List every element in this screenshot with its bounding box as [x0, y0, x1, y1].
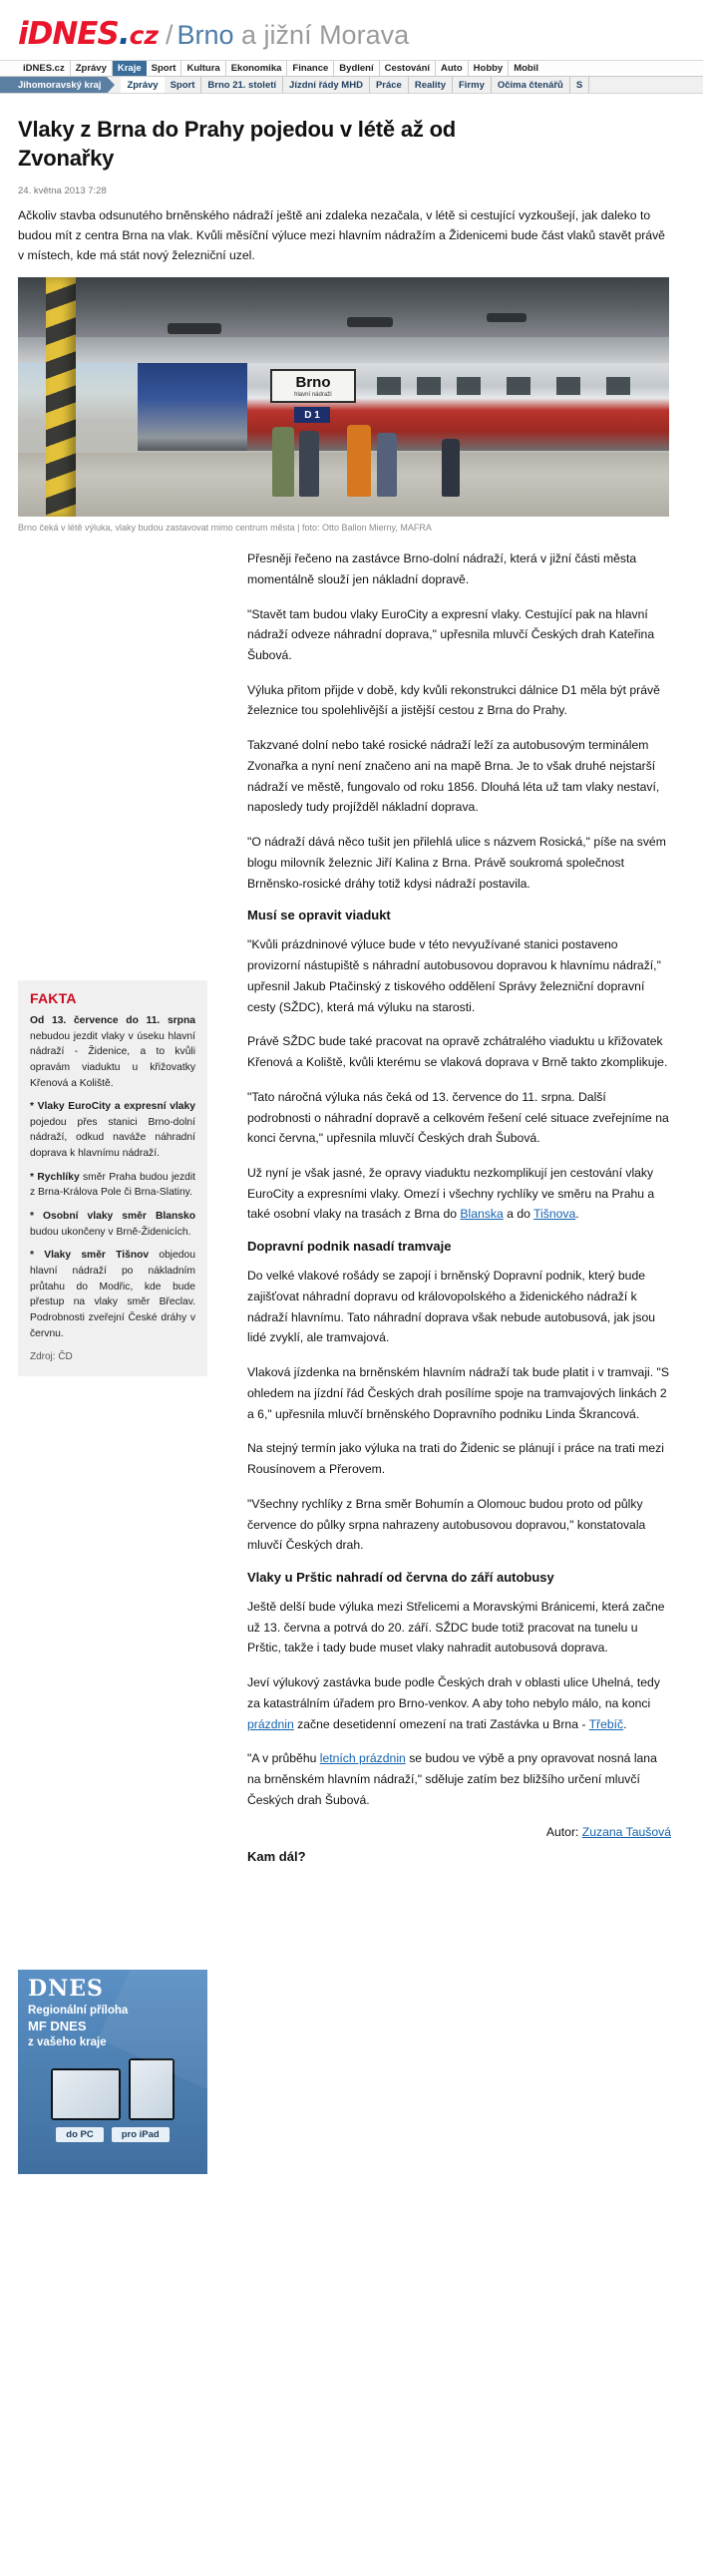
paragraph-3: Výluka přitom přijde v době, kdy kvůli rekonstrukci dálnice D1 měla být právě železnice tou spolehlivější a jistější cestou z Brna do Prahy. [247, 682, 660, 718]
promo-buttons [28, 2127, 197, 2142]
fakta-item-5-rest: objedou hlavní nádraží po nákladním průtahu do Modřic, kde bude přestup na vlaky směr Břeclav. Podrobnosti zveřejní České dráhy v červnu. [30, 1250, 195, 1339]
photo-station-sign-text: Brno [295, 373, 331, 391]
section-heading-prstice: Vlaky u Prštic nahradí od června do září autobusy [247, 1569, 554, 1585]
paragraph-9 [247, 1163, 671, 1225]
photo-platform [18, 453, 669, 517]
paragraph-13: "Všechny rychlíky z Brna směr Bohumín a Olomouc budou proto od půlky července do půlky srpna nahrazeny autobusovou dopravou," konstatovala mluvčí Českých drah. [247, 1496, 646, 1553]
paragraph-10: Do velké vlakové rošády se zapojí i brněnský Dopravní podnik, který bude zajišťovat náhradní dopravu od královopolského a židenického nádraží k nádraží hlavnímu. Tato náhradní doprava však nebude autobusová, jak jsou lidé zvyklí, ale tramvajová. [247, 1269, 656, 1345]
logo-idnes: iDNES [18, 16, 119, 52]
section-heading-tramvaje: Dopravní podnik nasadí tramvaje [247, 1239, 452, 1255]
paragraph-9-text: Už nyní je však jasné, že opravy viaduktu nezkomplikují jen cestování vlaky EuroCity a expresními vlaky. Omezí i všechny rychlíky ve směru na Prahu a také osobní vlaky na trasách z Brna do [247, 1165, 655, 1222]
photo-train-window-2 [417, 377, 441, 395]
region-title-secondary: a jižní Morava [233, 20, 410, 50]
paragraph-16-text: "A v průběhu [247, 1751, 320, 1766]
article-photo-wrapper [18, 277, 685, 535]
paragraph-12: Na stejný termín jako výluka na trati do Židenic se plánují i práce na trati mezi Rousínovem a Přerovem. [247, 1441, 664, 1477]
regional-navigation [0, 77, 703, 94]
photo-person-2 [299, 431, 319, 497]
promo-device-laptop [51, 2068, 121, 2120]
photo-train-blue [138, 363, 247, 451]
fakta-item-3-rest: směr Praha budou jezdit z Brna-Králova Pole či Brna-Slatiny. [30, 1171, 195, 1199]
author-link[interactable]: Zuzana Taušová [581, 1824, 671, 1839]
subnav-item-brno21[interactable]: Brno 21. století [201, 77, 283, 93]
promo-brand: DNES [28, 1976, 104, 2002]
article-body [247, 549, 671, 1864]
paragraph-7: Právě SŽDC bude také pracovat na opravě zchátralého viaduktu u křižovatek Křenová a Koliště, kvůli kterému se vlaková doprava v Brně takto zkomplikuje. [247, 1034, 668, 1070]
photo-lamp-3 [487, 313, 527, 322]
fakta-item-3 [30, 1170, 195, 1201]
paragraph-9-mid: a do [503, 1207, 534, 1222]
photo-train-window-4 [507, 377, 530, 395]
link-trebic[interactable]: Třebíč [588, 1716, 624, 1731]
paragraph-15-end: . [623, 1716, 627, 1731]
paragraph-2: "Stavět tam budou vlaky EuroCity a expresní vlaky. Cestující pak na hlavní nádraží odveze náhradní doprava," upřesnila mluvčí Českých drah Kateřina Šubová. [247, 606, 655, 663]
paragraph-15 [247, 1672, 671, 1734]
photo-station-sign [270, 369, 356, 403]
page-title: Vlaky z Brna do Prahy pojedou v létě až od Zvonařky [18, 117, 457, 171]
subnav-item-jizdni-rady[interactable]: Jízdní řády MHD [283, 77, 370, 93]
fakta-item-5 [30, 1248, 195, 1341]
nav-item-mobil[interactable]: Mobil [514, 63, 539, 74]
paragraph-1: Přesněji řečeno na zastávce Brno-dolní nádraží, která v jižní části města momentálně slouží jen nákladní dopravě. [247, 552, 637, 586]
region-title-primary: Brno [176, 20, 234, 50]
promo-laptop-screen [53, 2070, 119, 2118]
fakta-item-1-bold: Od 13. července do 11. srpna [30, 1015, 195, 1026]
promo-line-2: MF DNES [28, 2018, 87, 2033]
paragraph-16 [247, 1748, 671, 1810]
nav-item-cestovani[interactable]: Cestování [380, 61, 436, 76]
nav-item-zpravy[interactable]: Zprávy [71, 61, 113, 76]
author-prefix: Autor: [545, 1824, 582, 1839]
subnav-item-sport[interactable]: Sport [165, 77, 202, 93]
site-logo-link[interactable] [18, 16, 159, 52]
subnav-item-prace[interactable]: Práce [370, 77, 409, 93]
photo-station-sign-subtext: hlavní nádraží [294, 391, 332, 398]
nav-item-kraje[interactable]: Kraje [113, 61, 147, 76]
photo-train-window-1 [377, 377, 401, 395]
photo-person-3 [347, 425, 371, 497]
subnav-item-reality[interactable]: Reality [409, 77, 453, 93]
masthead [0, 0, 703, 60]
paragraph-15-mid: začne desetidenní omezení na trati Zastávka u Brna - [293, 1716, 589, 1731]
photo-caption: Brno čeká v létě výluka, vlaky budou zastavovat mimo centrum města | foto: Otto Ballon Mierny, MAFRA [18, 523, 432, 534]
link-letnich-prazdnin[interactable]: letních prázdnin [319, 1751, 406, 1766]
link-prazdnin[interactable]: prázdnin [247, 1716, 294, 1731]
main-navigation [0, 60, 703, 77]
promo-button-ipad[interactable]: pro iPad [112, 2127, 170, 2142]
subnav-item-more[interactable]: S [570, 77, 589, 93]
nav-item-auto[interactable]: Auto [436, 61, 469, 76]
fakta-item-4 [30, 1209, 195, 1240]
logo-dot: . [118, 16, 130, 52]
fakta-item-1-rest: nebudou jezdit vlaky v úseku hlavní nádraží - Židenice, a to kvůli opravám viaduktu u křižovatky Křenová a Koliště. [30, 1030, 195, 1089]
article-perex: Ačkoliv stavba odsunutého brněnského nádraží ještě ani zdaleka nezačala, v létě si cestující vyzkoušejí, jak daleko to budou mít z centra Brna na vlak. Kvůli měsíční výluce mezi hlavním nádražím a Židenicemi bude část vlaků stavět právě v místech, kde má stát nový železniční uzel. [18, 208, 665, 262]
nav-item-kultura[interactable]: Kultura [181, 61, 225, 76]
article-author-line [247, 1825, 671, 1839]
fakta-item-2-bold: * Vlaky EuroCity a expresní vlaky [30, 1101, 195, 1113]
fakta-item-4-rest: budou ukončeny v Brně-Židenicích. [30, 1226, 191, 1238]
fakta-item-5-bold: * Vlaky směr Tišnov [30, 1250, 150, 1262]
section-heading-kam-dal: Kam dál? [247, 1848, 306, 1864]
paragraph-11: Vlaková jízdenka na brněnském hlavním nádraží tak bude platit i v tramvaji. "S ohledem na jízdní řád Českých drah posílíme spoje na tramvajových linkách 2 a 6," upřesnila mluvčí brněnského Dopravního podniku Linda Škrancová. [247, 1365, 669, 1421]
paragraph-14: Ještě delší bude výluka mezi Střelicemi a Moravskými Bránicemi, která začne už 13. června a potrvá do 20. září. SŽDC bude totiž pracovat na tunelu u Prštic, takže i tady bude muset vlaky nahradit autobusová doprava. [247, 1599, 665, 1656]
photo-platform-label: D 1 [294, 407, 330, 423]
nav-item-ekonomika[interactable]: Ekonomika [226, 61, 288, 76]
fakta-box [18, 980, 207, 1376]
nav-item-hobby[interactable]: Hobby [469, 61, 510, 76]
photo-roof-under [18, 337, 669, 363]
nav-item-bydleni[interactable]: Bydlení [334, 61, 379, 76]
nav-item-idnes[interactable]: iDNES.cz [18, 61, 71, 76]
fakta-item-2 [30, 1099, 195, 1162]
region-badge[interactable]: Jihomoravský kraj [0, 77, 107, 93]
logo-cz: cz [129, 21, 159, 50]
promo-box[interactable] [18, 1970, 207, 2174]
nav-item-sport[interactable]: Sport [147, 61, 182, 76]
paragraph-6: "Kvůli prázdninové výluce bude v této nevyužívané stanici postaveno provizorní nástupiště s náhradní autobusovou dopravou k hlavnímu nádraží," upřesnil Jakub Ptačinský z tiskového oddělení Správy železniční dopravní cesty (SŽDC), která má výluku na starosti. [247, 937, 661, 1014]
photo-person-4 [377, 433, 397, 497]
article-photo [18, 277, 669, 517]
photo-train-window-3 [457, 377, 481, 395]
fakta-source: Zdroj: ČD [30, 1351, 73, 1363]
paragraph-15-text: Jeví výlukový zastávka bude podle Českých drah v oblasti ulice Uhelná, tedy za katastrálním úřadem pro Brno-venkov. A aby toho nebylo málo, na konci [247, 1675, 660, 1710]
photo-train-window-6 [606, 377, 630, 395]
section-heading-viadukt: Musí se opravit viadukt [247, 908, 391, 923]
subnav-item-firmy[interactable]: Firmy [453, 77, 492, 93]
fakta-item-4-bold: * Osobní vlaky směr Blansko [30, 1211, 195, 1223]
nav-item-finance[interactable]: Finance [287, 61, 334, 76]
promo-line-3: z vašeho kraje [28, 2035, 107, 2048]
photo-lamp-2 [347, 317, 393, 327]
photo-person-5 [442, 439, 460, 497]
paragraph-9-end: . [575, 1207, 579, 1222]
fakta-item-2-rest: pojedou přes stanici Brno-dolní nádraží, odkud naváže náhradní doprava k hlavnímu nádraží. [30, 1116, 195, 1160]
logo-separator: / [165, 20, 174, 50]
paragraph-8: "Tato náročná výluka nás čeká od 13. července do 11. srpna. Další podrobnosti o náhradní dopravě a celkovém řešení celé situace zveřejníme na konci června," upřesnila mluvčí Českých drah Šubová. [247, 1089, 669, 1146]
bottom-spacer [18, 1876, 685, 1906]
fakta-item-1 [30, 1013, 195, 1091]
photo-lamp-1 [168, 323, 221, 334]
fakta-item-3-bold: * Rychlíky [30, 1171, 80, 1183]
paragraph-16-end: se budou ve výbě a pny opravovat nosná lana na brněnském hlavním nádraží," sděluje zatím bez bližšího určení mluvčí Českých drah Šubová. [247, 1751, 657, 1807]
paragraph-4: Takzvané dolní nebo také rosické nádraží leží za autobusovým terminálem Zvonařka a nyní není značeno ani na mapě Brna. Je to však druhé nejstarší nádraží ve městě, fungovalo od roku 1856. Dlouhá léta už tam vlaky nestaví, naposledy tudy projížděl nákladní doprava. [247, 738, 660, 815]
link-blanska[interactable]: Blanska [460, 1207, 504, 1222]
link-tisnova[interactable]: Tišnova [533, 1207, 576, 1222]
photo-train-window-5 [556, 377, 580, 395]
subnav-item-ocima-ctenaru[interactable]: Očima čtenářů [492, 77, 570, 93]
paragraph-5: "O nádraží dává něco tušit jen přilehlá ulice s názvem Rosická," píše na svém blogu milovník železnic Jiří Kalina z Brna. Právě soukromá společnost Brněnsko-rosické dráhy totiž kdysi nádraží postavila. [247, 835, 666, 891]
photo-person-1 [272, 427, 294, 497]
fakta-heading: FAKTA [30, 990, 77, 1006]
promo-line-1: Regionální příloha [28, 2005, 129, 2017]
photo-hazard-pole [46, 277, 76, 517]
subnav-item-zpravy[interactable]: Zprávy [121, 77, 164, 93]
article-date: 24. května 2013 7:28 [18, 185, 107, 197]
promo-button-pc[interactable]: do PC [56, 2127, 103, 2142]
